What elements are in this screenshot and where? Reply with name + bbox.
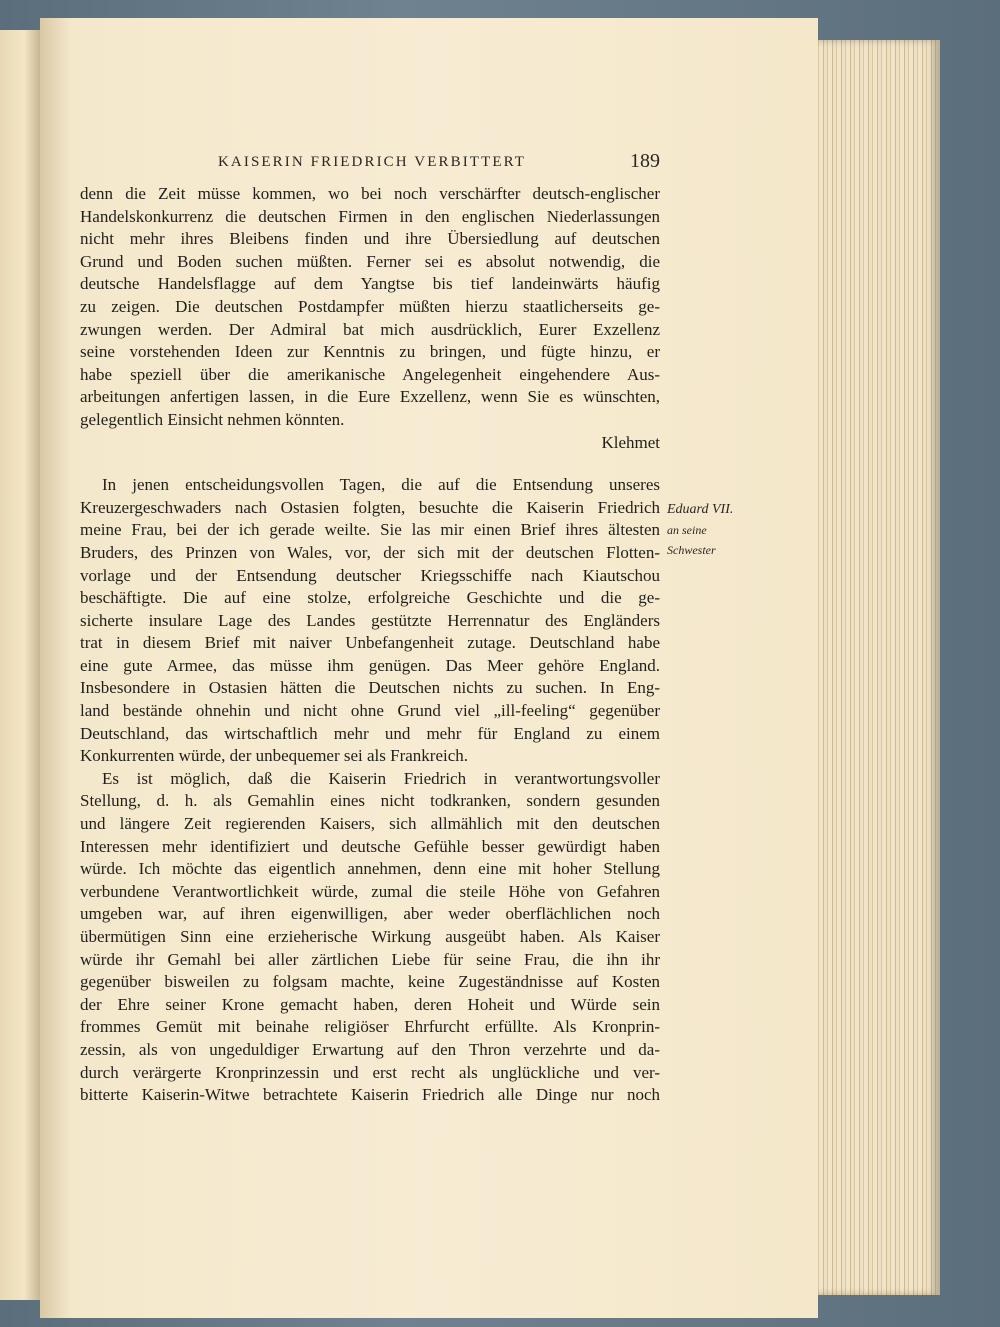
text-line: zessin, als von ungeduldiger Erwartung auf den Thron verzehrte und da- [80, 1039, 660, 1059]
signature: Klehmet [601, 432, 660, 452]
text-line: gegenüber bisweilen zu folgsam machte, keine Zugeständnisse auf Kosten [80, 972, 660, 992]
text-line: Insbesondere in Ostasien hätten die Deutschen nichts zu suchen. In Eng- [80, 678, 660, 698]
text-line: Grund und Boden suchen müßten. Ferner sei es absolut notwendig, die [80, 251, 660, 271]
text-line: habe speziell über die amerikanische Angelegenheit eingehendere Aus- [80, 364, 660, 384]
text-line: gelegentlich Einsicht nehmen könnten. [80, 409, 345, 429]
text-line: würde ihr Gemahl bei aller zärtlichen Liebe für seine Frau, die ihn ihr [80, 949, 660, 969]
text-line: sicherte insulare Lage des Landes gestützte Herrennatur des Engländers [80, 610, 660, 630]
text-line: Bruders, des Prinzen von Wales, vor, der sich mit der deutschen Flotten- [80, 542, 660, 562]
text-line: Interessen mehr identifiziert und deutsche Gefühle besser gewürdigt haben [80, 836, 660, 856]
text-line: meine Frau, bei der ich gerade weilte. Sie las mir einen Brief ihres ältesten [80, 520, 660, 540]
text-line: deutsche Handelsflagge auf dem Yangtse bis tief landeinwärts häufig [80, 274, 660, 294]
text-line: land bestände ohnehin und nicht ohne Grund viel „ill-feeling“ gegenüber [80, 701, 660, 721]
text-line: der Ehre seiner Krone gemacht haben, deren Hoheit und Würde sein [80, 994, 660, 1014]
text-line: nicht mehr ihres Bleibens finden und ihre Übersiedlung auf deutschen [80, 229, 660, 249]
text-line: Handelskonkurrenz die deutschen Firmen in den englischen Niederlassungen [80, 206, 660, 226]
text-line: und längere Zeit regierenden Kaisers, sich allmählich mit den deutschen [80, 814, 660, 834]
running-head: KAISERIN FRIEDRICH VERBITTERT [218, 154, 527, 170]
text-line: frommes Gemüt mit beinahe religiöser Ehrfurcht erfüllte. Als Kronprin- [80, 1017, 660, 1037]
body-text [80, 183, 660, 1107]
text-line: verbundene Verantwortlichkeit würde, zumal die steile Höhe von Gefahren [80, 881, 660, 901]
text-line: Es ist möglich, daß die Kaiserin Friedrich in verantwortungsvoller [102, 768, 660, 788]
text-line: Kreuzergeschwaders nach Ostasien folgten, besuchte die Kaiserin Friedrich [80, 497, 660, 517]
text-line: würde. Ich möchte das eigentlich annehmen, denn eine mit hoher Stellung [80, 859, 660, 879]
text-line: übermütigen Sinn eine erzieherische Wirkung ausgeübt haben. Als Kaiser [80, 927, 660, 946]
margin-note-line: Eduard VII. [667, 502, 734, 517]
text-line: Konkurrenten würde, der unbequemer sei als Frankreich. [80, 746, 469, 766]
text-line: zu zeigen. Die deutschen Postdampfer müßten hierzu staatlicherseits ge- [80, 296, 660, 316]
text-line: Stellung, d. h. als Gemahlin eines nicht todkranken, sondern gesunden [80, 791, 660, 811]
text-line: beschäftigte. Die auf eine stolze, erfolgreiche Geschichte und die ge- [80, 588, 660, 608]
page-number: 189 [630, 150, 660, 172]
paragraph-1 [80, 183, 660, 454]
text-line: zwungen werden. Der Admiral bat mich ausdrücklich, Eurer Exzellenz [80, 319, 660, 339]
text-line: umgeben war, auf ihren eigenwilligen, aber weder oberflächlichen noch [80, 904, 660, 924]
text-line: denn die Zeit müsse kommen, wo bei noch verschärfter deutsch-englischer [80, 184, 660, 203]
paragraph-gap [80, 454, 660, 474]
text-line: Deutschland, das wirtschaftlich mehr und mehr für England zu einem [80, 723, 660, 743]
text-line: seine vorstehenden Ideen zur Kenntnis zu bringen, und fügte hinzu, er [80, 342, 660, 362]
paragraph-3 [80, 768, 660, 1107]
paragraph-2 [80, 474, 660, 768]
page-stack-edges [815, 40, 940, 1295]
margin-note-line: Schwester [667, 543, 716, 557]
text-line: bitterte Kaiserin-Witwe betrachtete Kaiserin Friedrich alle Dinge nur noch [80, 1085, 660, 1105]
text-line: trat in diesem Brief mit naiver Unbefangenheit zutage. Deutschland habe [80, 633, 660, 653]
text-line: vorlage und der Entsendung deutscher Kriegsschiffe nach Kiautschou [80, 565, 660, 585]
text-line: eine gute Armee, das müsse ihm genügen. Das Meer gehöre England. [80, 655, 660, 675]
margin-note [667, 500, 777, 560]
margin-note-line: an seine [667, 523, 707, 537]
left-page-edge [0, 30, 40, 1300]
text-line: In jenen entscheidungsvollen Tagen, die auf die Entsendung unseres [102, 475, 660, 495]
text-line: durch verärgerte Kronprinzessin und erst recht als unglückliche und ver- [80, 1062, 660, 1082]
text-line: arbeitungen anfertigen lassen, in die Eure Exzellenz, wenn Sie es wünschten, [80, 387, 660, 407]
page-header [200, 150, 660, 180]
